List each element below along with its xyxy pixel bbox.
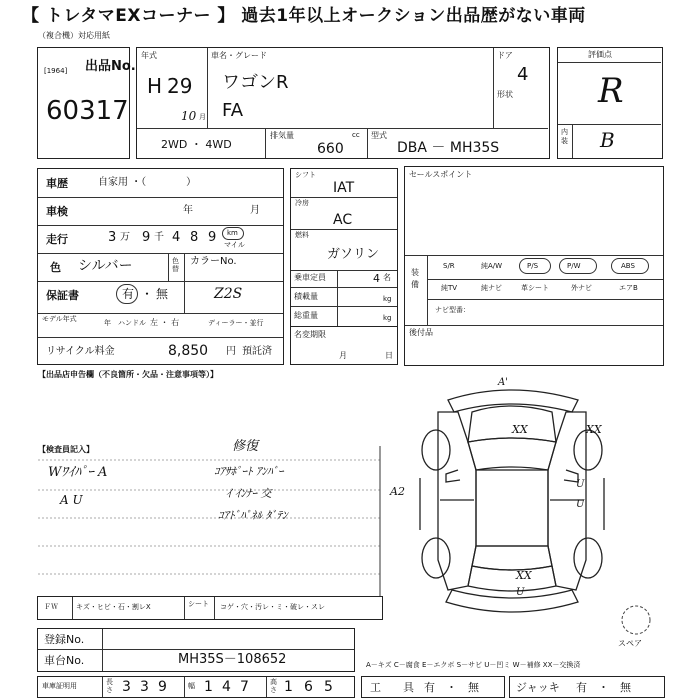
fuel-value: ガソリン	[327, 247, 380, 262]
aftermarket-label: 後付品	[409, 328, 433, 337]
handle-label: ハンドル	[118, 319, 146, 327]
history-label: 車歴	[46, 177, 68, 190]
model-value: DBA － MH35S	[397, 140, 500, 156]
reg-deadline-day: 日	[385, 351, 393, 360]
mileage-thousand-unit: 千	[154, 232, 164, 243]
capacity-label: 乗車定員	[294, 273, 326, 282]
shift-label: シフト	[295, 171, 316, 179]
jack-box	[509, 676, 665, 698]
seat-value: コゲ・穴・汚レ・ミ・破レ・スレ	[220, 603, 325, 611]
doors-label: ドア	[497, 51, 513, 60]
seller-note-label: 【出品店申告欄（不良箇所・欠品・注意事項等）】	[38, 370, 218, 379]
height-digit-1: 1	[284, 679, 293, 695]
interior-value: B	[600, 128, 615, 152]
inspector-note-au: A U	[60, 493, 83, 507]
equip-sunroof: S/R	[443, 262, 455, 270]
equip-airbag: エアB	[619, 284, 638, 292]
mileage-digit-1: 9	[142, 230, 151, 245]
color-no-label: カラーNo.	[190, 256, 237, 267]
equip-power-windows: P/W	[567, 262, 581, 270]
capacity-unit: 名	[383, 273, 391, 282]
seat-label: シート	[188, 600, 209, 608]
mark-side-u2: U	[576, 499, 585, 510]
history-value: 自家用 ・（ ）	[98, 177, 197, 188]
interior-label: 内装	[561, 128, 568, 146]
recycle-status: 預託済	[242, 346, 272, 357]
mark-front-right: XX	[586, 423, 602, 436]
condition-row	[37, 596, 383, 620]
inspector-note-title: 修復	[232, 439, 259, 454]
color-no-value: Z2S	[214, 286, 243, 302]
height-digit-3: 5	[324, 679, 333, 695]
car-name: ワゴンR	[222, 72, 289, 93]
model-label: 型式	[371, 131, 387, 140]
banner-title: 【 トレタマEXコーナー 】 過去1年以上オークション出品歴がない車両	[22, 6, 586, 26]
damage-legend: A－キズ C－腐食 E－エクボ S－サビ U－凹ミ W－補修 XX－交換済	[366, 661, 581, 669]
color-label: 色	[50, 261, 61, 274]
displacement-unit: cc	[352, 131, 360, 139]
tools-label: 工 具	[370, 681, 414, 694]
inspection-label: 車検	[46, 205, 68, 218]
mark-rear-u: U	[516, 587, 525, 598]
navi-model-label: ナビ型番：	[435, 306, 470, 314]
sales-point-label: セールスポイント	[409, 170, 473, 179]
color-change-label: 色替	[172, 257, 179, 274]
ac-value: AC	[333, 212, 353, 228]
warranty-no: 無	[156, 287, 169, 301]
mileage-digit-3: 8	[190, 230, 199, 245]
gross-unit: kg	[383, 314, 392, 322]
score-value: R	[598, 71, 624, 111]
dealer-label: ディーラー・並行	[208, 319, 264, 327]
header-note: （複合機）対応用紙	[38, 31, 110, 40]
width-digit-1: 1	[204, 679, 213, 695]
mark-front: A'	[498, 377, 508, 388]
recycle-label: リサイクル料金	[46, 346, 115, 357]
warranty-sep: ・	[141, 287, 154, 301]
load-unit: kg	[383, 295, 392, 303]
width-label: 幅	[188, 682, 195, 690]
load-label: 積載量	[294, 292, 318, 301]
jack-value: 有 ・ 無	[576, 681, 631, 694]
recycle-unit: 円	[226, 346, 236, 357]
length-digit-1: 3	[122, 679, 131, 695]
mark-rear: XX	[516, 569, 532, 582]
equip-power-steering: P/S	[527, 262, 539, 270]
score-label: 評価点	[588, 50, 612, 59]
warranty-yes: 有	[122, 287, 135, 301]
cert-label: 車庫証明用	[42, 682, 77, 690]
inspector-note-wiper: Wﾜｲﾊﾟｰ A	[48, 465, 108, 480]
mileage-man-digit: 3	[108, 230, 117, 245]
inspection-month-unit: 月	[250, 205, 260, 216]
inspection-year-unit: 年	[183, 205, 193, 216]
equip-abs: ABS	[621, 262, 635, 270]
reg-deadline-month: 月	[339, 351, 347, 360]
length-digit-3: 9	[158, 679, 167, 695]
tools-value: 有 ・ 無	[424, 681, 479, 694]
fw-label: ＦＷ	[44, 603, 58, 611]
mileage-unit-km: km	[227, 229, 238, 237]
chassis-value: MH35S－108652	[178, 652, 287, 667]
year-month: 10	[181, 109, 197, 123]
warranty-label: 保証書	[46, 289, 79, 302]
equipment-label: 装備	[411, 268, 419, 289]
mileage-unit-mile: マイル	[224, 241, 245, 249]
handle-value: 左 ・ 右	[150, 318, 180, 327]
lot-number: 60317	[46, 96, 129, 126]
lot-year-code: [1964]	[44, 67, 68, 75]
year-label: 年式	[141, 51, 157, 60]
registration-box	[37, 628, 355, 672]
drive-type: 2WD ・ 4WD	[161, 138, 232, 151]
length-label: 長さ	[106, 678, 113, 694]
reg-no-label: 登録No.	[44, 633, 85, 646]
mark-side-u1: U	[576, 479, 585, 490]
fuel-label: 燃料	[295, 231, 309, 239]
spare-label: スペア	[618, 639, 642, 648]
mileage-digit-4: 9	[208, 230, 217, 245]
equip-leather: 革シート	[521, 284, 549, 292]
mileage-label: 走行	[46, 233, 68, 246]
shape-label: 形状	[497, 90, 513, 99]
dimensions-box	[37, 676, 355, 698]
inspector-note-inner: ｲ ｲﾝﾅｰ 交	[226, 487, 272, 500]
lot-number-label: 出品No.	[85, 59, 136, 74]
fw-value: キズ・ヒビ・石・割レX	[76, 603, 151, 611]
height-label: 高さ	[270, 678, 277, 694]
height-digit-2: 6	[304, 679, 313, 695]
chassis-label: 車台No.	[44, 654, 85, 667]
equip-ext-navi: 外ナビ	[571, 284, 592, 292]
shift-value: IAT	[333, 180, 355, 196]
reg-deadline-label: 名変期限	[294, 330, 326, 339]
tools-box	[361, 676, 505, 698]
displacement-value: 660	[317, 141, 344, 157]
mark-side-a2: A2	[390, 485, 405, 498]
mark-front-left: XX	[512, 423, 528, 436]
displacement-label: 排気量	[270, 131, 294, 140]
mileage-digit-2: 4	[172, 230, 181, 245]
color-value: シルバー	[78, 258, 133, 274]
inspector-note-dash-panel: ｺｱﾄﾞﾊﾟﾈﾙ ﾀﾞﾃﾝ	[218, 509, 288, 522]
jack-label: ジャッキ	[516, 681, 560, 694]
doors-value: 4	[517, 64, 529, 85]
mileage-man-unit: 万	[120, 232, 130, 243]
month-unit: 月	[199, 113, 206, 121]
inspector-note-core-support: ｺｱｻﾎﾟｰﾄ ｱﾝﾊﾞｰ	[214, 465, 284, 478]
equip-navi: 純ナビ	[481, 284, 502, 292]
gross-label: 総重量	[294, 311, 318, 320]
equip-tv: 純TV	[441, 284, 458, 292]
width-digit-2: 4	[222, 679, 231, 695]
car-grade: FA	[222, 100, 244, 121]
ac-label: 冷房	[295, 199, 309, 207]
recycle-value: 8,850	[168, 343, 209, 359]
model-year-label: モデル年式	[42, 315, 77, 323]
capacity-value: 4	[373, 272, 380, 285]
year-era: H	[147, 74, 163, 98]
inspector-label: 【検査員記入】	[38, 445, 94, 454]
car-name-label: 車名・グレード	[211, 51, 267, 60]
year-value: 29	[167, 74, 193, 98]
length-digit-2: 3	[140, 679, 149, 695]
model-year-unit: 年	[104, 319, 111, 327]
width-digit-3: 7	[240, 679, 249, 695]
equip-alloy-wheels: 純A/W	[481, 262, 503, 270]
